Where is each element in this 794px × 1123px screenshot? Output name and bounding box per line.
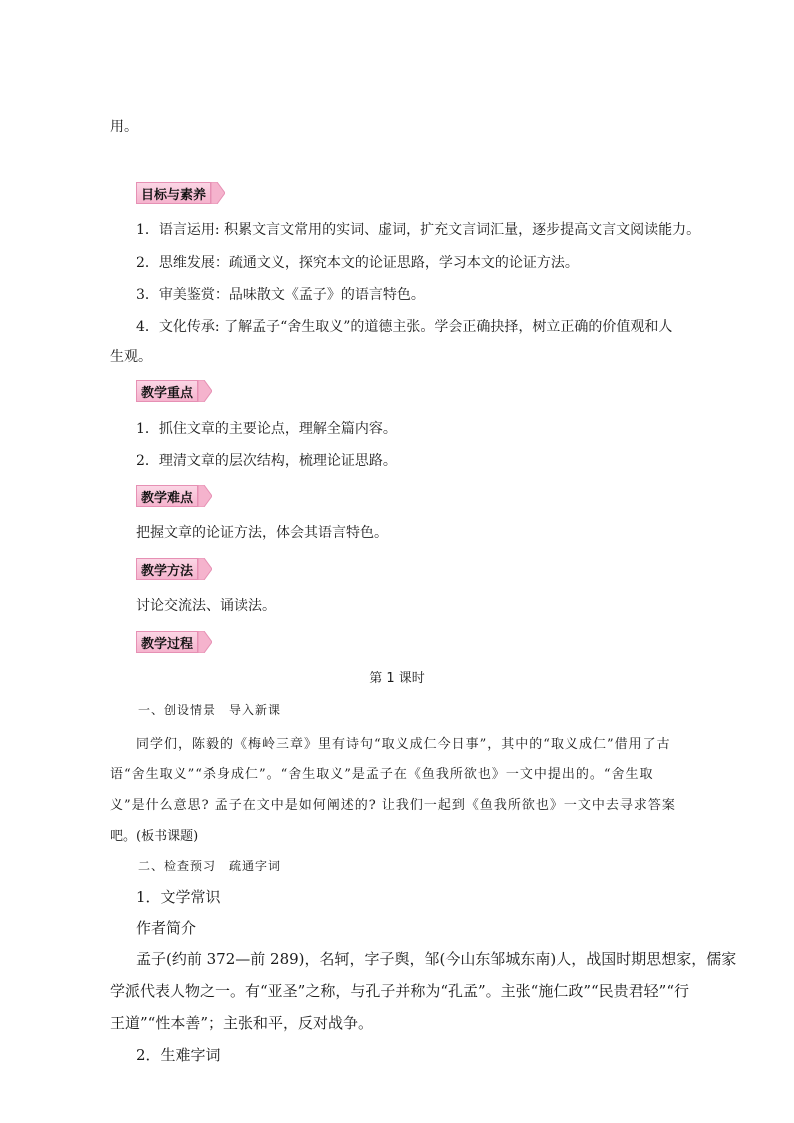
method-item: 讨论交流法、诵读法。 [136, 598, 276, 614]
key-point-item: 2．理清文章的层次结构，梳理论证思路。 [136, 453, 397, 469]
literature-heading: 1．文学常识 [136, 888, 221, 906]
chevron-right-icon [211, 182, 225, 204]
section-heading: 教学难点 [136, 485, 198, 507]
section-heading: 目标与素养 [136, 182, 211, 204]
top-fragment: 用。 [110, 119, 138, 135]
section-heading: 教学过程 [136, 631, 198, 653]
part1-heading: 一、创设情景 导入新课 [138, 703, 282, 717]
section-heading: 教学方法 [136, 558, 198, 580]
author-heading: 作者简介 [136, 919, 197, 937]
author-line: 王道”“性本善”；主张和平，反对战争。 [110, 1014, 374, 1032]
goal-item: 生观。 [110, 349, 152, 365]
intro-line: 义”是什么意思? 孟子在文中是如何阐述的? 让我们一起到《鱼我所欲也》一文中去寻求答案 [110, 798, 676, 813]
chevron-right-icon [198, 631, 212, 653]
intro-line: 同学们，陈毅的《梅岭三章》里有诗句“取义成仁今日事”，其中的“取义成仁”借用了古 [136, 737, 671, 752]
chevron-right-icon [198, 380, 212, 402]
goal-item: 4．文化传承: 了解孟子“舍生取义”的道德主张。学会正确抉择，树立正确的价值观和人 [136, 319, 673, 335]
chevron-right-icon [198, 485, 212, 507]
key-point-item: 1．抓住文章的主要论点，理解全篇内容。 [136, 421, 397, 437]
section-tag-difficulties [136, 485, 212, 507]
section-tag-process [136, 631, 212, 653]
part2-heading: 二、检查预习 疏通字词 [138, 859, 282, 873]
section-tag-key-points [136, 380, 212, 402]
goal-item: 3．审美鉴赏：品味散文《孟子》的语言特色。 [136, 287, 425, 303]
goal-item: 1．语言运用: 积累文言文常用的实词、虚词，扩充文言词汇量，逐步提高文言文阅读能力。 [136, 222, 701, 238]
section-heading: 教学重点 [136, 380, 198, 402]
author-line: 孟子(约前 372—前 289)，名轲，字子舆，邹(今山东邹城东南)人，战国时期思想家，儒家 [136, 950, 737, 968]
difficulty-item: 把握文章的论证方法，体会其语言特色。 [136, 525, 388, 541]
section-tag-methods [136, 558, 212, 580]
lesson-title: 第 1 课时 [369, 671, 425, 686]
intro-line: 语“舍生取义”“杀身成仁”。“舍生取义”是孟子在《鱼我所欲也》一文中提出的。“舍生取 [110, 767, 654, 782]
chevron-right-icon [198, 558, 212, 580]
intro-line: 吧。(板书课题) [110, 829, 199, 844]
vocab-heading: 2．生难字词 [136, 1046, 221, 1064]
author-line: 学派代表人物之一。有“亚圣”之称，与孔子并称为“孔孟”。主张“施仁政”“民贵君轻”“行 [110, 982, 690, 1000]
goal-item: 2．思维发展：疏通文义，探究本文的论证思路，学习本文的论证方法。 [136, 255, 579, 271]
section-tag-goals [136, 182, 225, 204]
